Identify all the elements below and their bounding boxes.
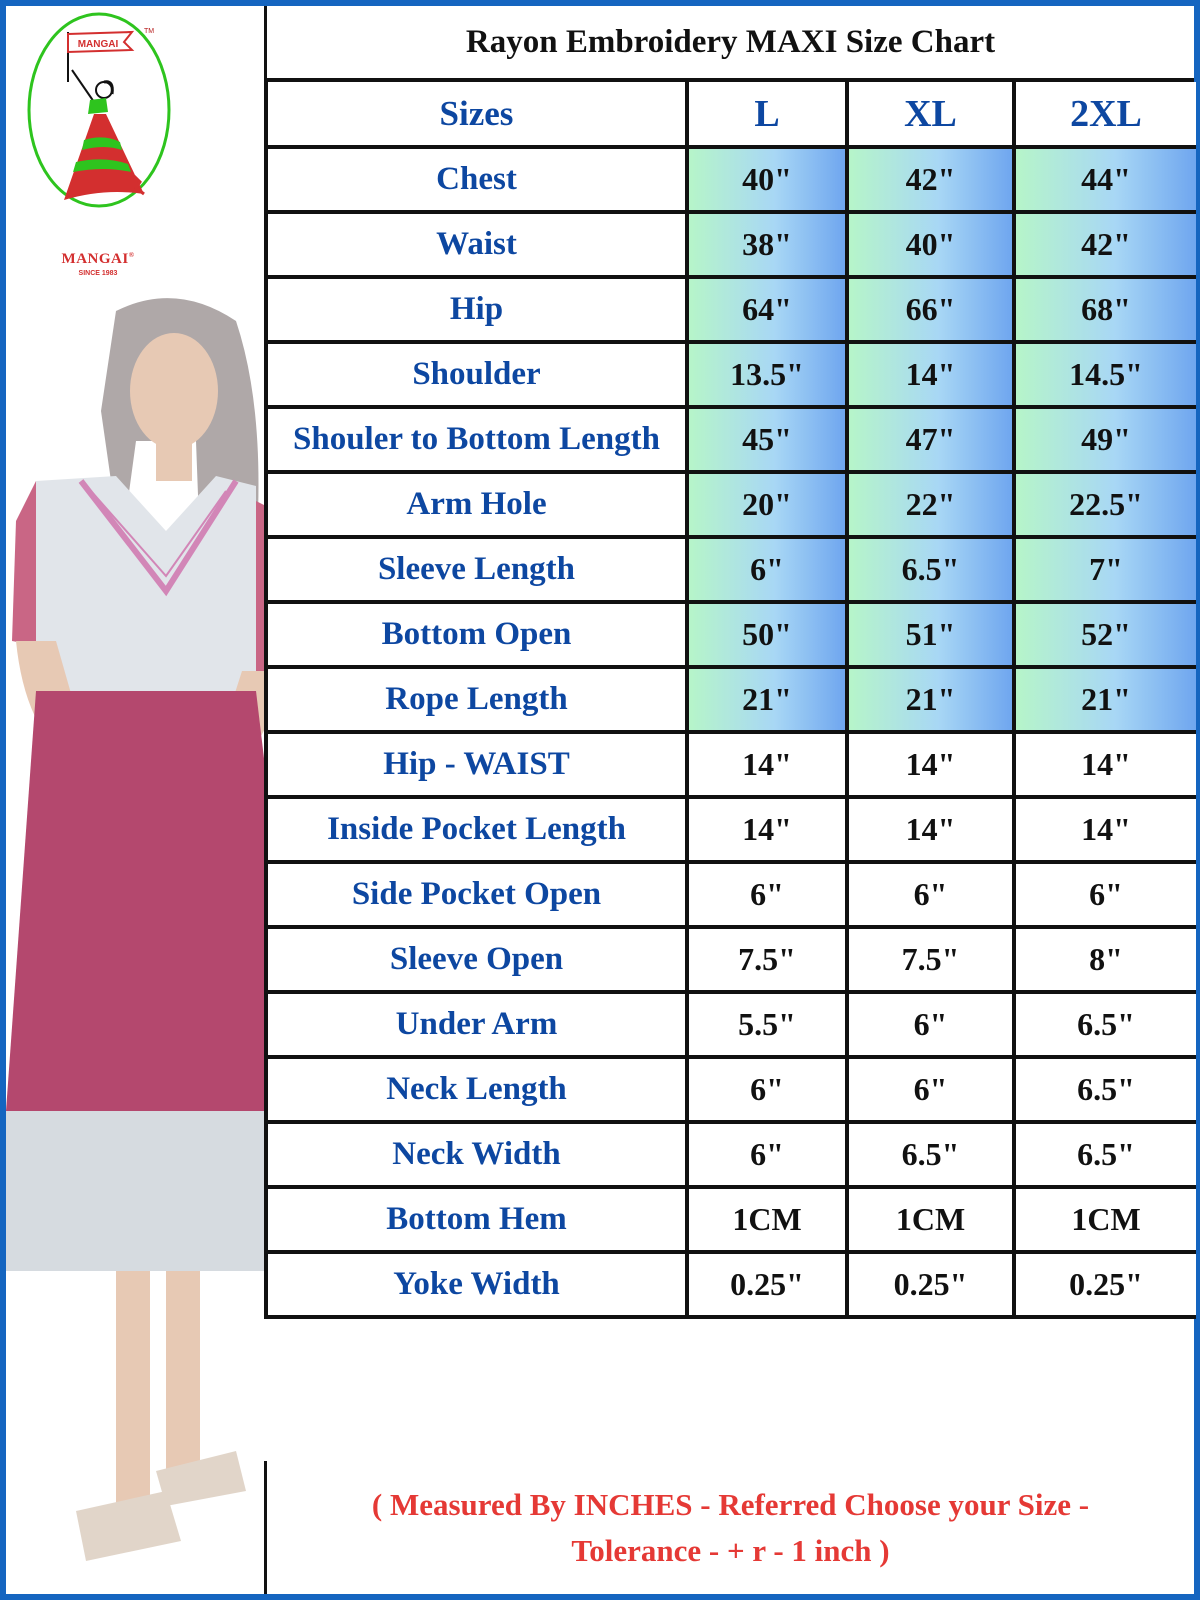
measurement-value-l: 13.5": [687, 342, 847, 407]
measurement-label: Side Pocket Open: [266, 862, 687, 927]
table-row: [266, 472, 1196, 537]
table-row: [266, 992, 1196, 1057]
measurement-label: Neck Width: [266, 1122, 687, 1187]
table-row: [266, 602, 1196, 667]
measurement-note: [264, 1461, 1194, 1594]
measurement-value-l: 0.25": [687, 1252, 847, 1317]
table-row: [266, 277, 1196, 342]
note-line-2: Tolerance - + r - 1 inch ): [571, 1532, 890, 1568]
measurement-value-xl: 6.5": [847, 1122, 1014, 1187]
size-header-xl: XL: [847, 82, 1014, 147]
measurement-value-l: 50": [687, 602, 847, 667]
measurement-label: Sleeve Length: [266, 537, 687, 602]
measurement-label: Rope Length: [266, 667, 687, 732]
measurement-label: Hip: [266, 277, 687, 342]
table-row: [266, 927, 1196, 992]
table-row: [266, 342, 1196, 407]
measurement-value-2xl: 6.5": [1014, 1122, 1196, 1187]
measurement-value-2xl: 22.5": [1014, 472, 1196, 537]
size-table: [264, 82, 1196, 1319]
brand-name: [48, 251, 148, 268]
measurement-value-l: 40": [687, 147, 847, 212]
header-row: [266, 82, 1196, 147]
measurement-label: Arm Hole: [266, 472, 687, 537]
measurement-value-2xl: 1CM: [1014, 1187, 1196, 1252]
measurement-value-2xl: 68": [1014, 277, 1196, 342]
measurement-value-xl: 7.5": [847, 927, 1014, 992]
measurement-value-xl: 6": [847, 862, 1014, 927]
measurement-value-xl: 14": [847, 732, 1014, 797]
svg-text:MANGAI: MANGAI: [77, 39, 119, 50]
measurement-value-2xl: 52": [1014, 602, 1196, 667]
table-row: [266, 797, 1196, 862]
measurement-label: Hip - WAIST: [266, 732, 687, 797]
measurement-value-xl: 0.25": [847, 1252, 1014, 1317]
model-photo: [6, 291, 264, 1594]
table-row: [266, 667, 1196, 732]
table-row: [266, 732, 1196, 797]
size-header-2xl: 2XL: [1014, 82, 1196, 147]
measurement-label: Sleeve Open: [266, 927, 687, 992]
measurement-value-l: 14": [687, 732, 847, 797]
measurement-label: Chest: [266, 147, 687, 212]
measurement-value-2xl: 6.5": [1014, 992, 1196, 1057]
measurement-label: Inside Pocket Length: [266, 797, 687, 862]
brand-panel: [6, 6, 264, 1594]
table-row: [266, 1122, 1196, 1187]
measurement-value-l: 21": [687, 667, 847, 732]
note-line-1: ( Measured By INCHES - Referred Choose your Size -: [371, 1486, 1090, 1522]
measurement-value-2xl: 14": [1014, 797, 1196, 862]
measurement-value-l: 7.5": [687, 927, 847, 992]
measurement-label: Under Arm: [266, 992, 687, 1057]
measurement-value-l: 45": [687, 407, 847, 472]
measurement-value-xl: 51": [847, 602, 1014, 667]
measurement-value-2xl: 14": [1014, 732, 1196, 797]
sizes-header: Sizes: [266, 82, 687, 147]
table-row: [266, 1252, 1196, 1317]
measurement-value-2xl: 6": [1014, 862, 1196, 927]
table-row: [266, 1187, 1196, 1252]
measurement-label: Yoke Width: [266, 1252, 687, 1317]
measurement-value-2xl: 44": [1014, 147, 1196, 212]
measurement-value-l: 38": [687, 212, 847, 277]
measurement-value-l: 6": [687, 537, 847, 602]
measurement-label: Shouler to Bottom Length: [266, 407, 687, 472]
mangai-logo: [24, 10, 174, 210]
measurement-value-l: 1CM: [687, 1187, 847, 1252]
table-row: [266, 407, 1196, 472]
measurement-value-2xl: 8": [1014, 927, 1196, 992]
measurement-value-l: 64": [687, 277, 847, 342]
measurement-value-l: 6": [687, 1057, 847, 1122]
measurement-value-2xl: 42": [1014, 212, 1196, 277]
table-row: [266, 212, 1196, 277]
measurement-value-xl: 40": [847, 212, 1014, 277]
measurement-value-l: 5.5": [687, 992, 847, 1057]
measurement-value-2xl: 14.5": [1014, 342, 1196, 407]
measurement-label: Neck Length: [266, 1057, 687, 1122]
measurement-value-2xl: 7": [1014, 537, 1196, 602]
table-row: [266, 537, 1196, 602]
measurement-label: Bottom Open: [266, 602, 687, 667]
measurement-value-xl: 1CM: [847, 1187, 1014, 1252]
trademark-mark: TM: [144, 28, 155, 35]
measurement-value-xl: 47": [847, 407, 1014, 472]
measurement-label: Bottom Hem: [266, 1187, 687, 1252]
measurement-value-xl: 66": [847, 277, 1014, 342]
brand-name-text: MANGAI: [61, 251, 129, 267]
chart-title: Rayon Embroidery MAXI Size Chart: [264, 6, 1194, 82]
brand-since: SINCE 1983: [78, 270, 118, 277]
measurement-value-2xl: 6.5": [1014, 1057, 1196, 1122]
measurement-value-l: 14": [687, 797, 847, 862]
measurement-value-l: 20": [687, 472, 847, 537]
measurement-value-l: 6": [687, 1122, 847, 1187]
measurement-value-xl: 6": [847, 992, 1014, 1057]
measurement-value-xl: 22": [847, 472, 1014, 537]
measurement-value-2xl: 49": [1014, 407, 1196, 472]
size-header-l: L: [687, 82, 847, 147]
table-row: [266, 147, 1196, 212]
size-chart: [264, 6, 1194, 1594]
measurement-value-xl: 6.5": [847, 537, 1014, 602]
measurement-value-xl: 42": [847, 147, 1014, 212]
measurement-value-2xl: 21": [1014, 667, 1196, 732]
table-row: [266, 1057, 1196, 1122]
measurement-value-xl: 21": [847, 667, 1014, 732]
measurement-value-2xl: 0.25": [1014, 1252, 1196, 1317]
registered-mark: ®: [128, 251, 135, 259]
measurement-value-xl: 14": [847, 342, 1014, 407]
measurement-label: Shoulder: [266, 342, 687, 407]
measurement-value-l: 6": [687, 862, 847, 927]
measurement-value-xl: 6": [847, 1057, 1014, 1122]
measurement-value-xl: 14": [847, 797, 1014, 862]
table-row: [266, 862, 1196, 927]
measurement-label: Waist: [266, 212, 687, 277]
